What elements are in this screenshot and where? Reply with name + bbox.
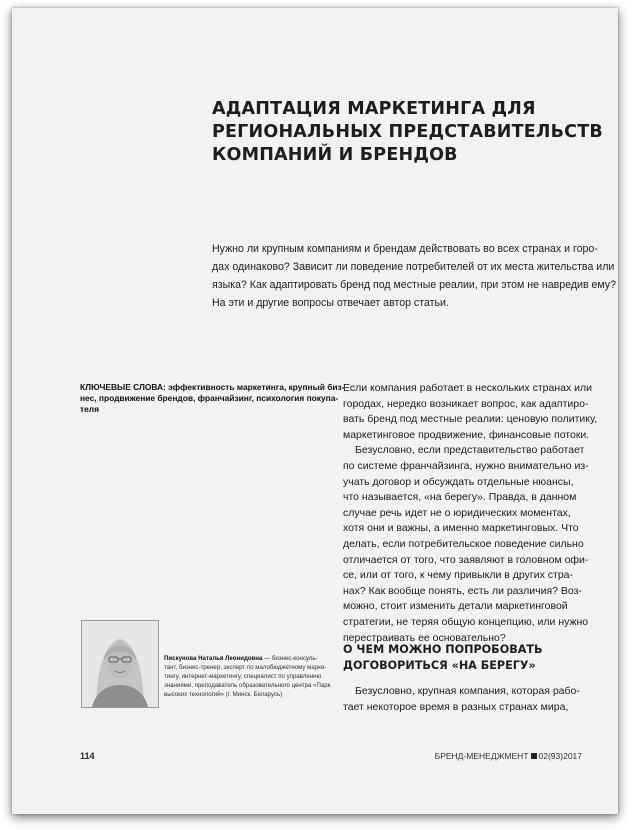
- keywords-line: теля: [80, 404, 99, 414]
- keywords-block: [80, 382, 345, 415]
- body-line: городах, нередко возникает вопрос, как адаптиро-: [343, 397, 589, 410]
- author-bio-line: тант, бизнес-тренер, эксперт по малобюджетному марке-: [164, 664, 327, 671]
- article-lead: [212, 240, 617, 312]
- article-title: [212, 98, 603, 167]
- author-bio-first: — бизнес-консуль-: [262, 655, 318, 662]
- author-bio: [164, 654, 334, 699]
- body-line: можно, стоит изменить детали маркетинговой: [343, 600, 568, 613]
- body-line: учать договор и обсуждать отдельные нюансы,: [343, 475, 574, 488]
- journal-footer: [435, 751, 582, 761]
- body-line: перестраивать ее основательно?: [343, 631, 506, 644]
- body-line: Если компания работает в нескольких странах или: [343, 382, 592, 394]
- author-bio-line: [164, 654, 334, 663]
- lead-line: На эти и другие вопросы отвечает автор статьи.: [212, 297, 449, 309]
- journal-name: БРЕНД-МЕНЕДЖМЕНТ: [434, 751, 529, 761]
- body-line: маркетинговое продвижение, финансовые потоки.: [343, 428, 590, 441]
- body-line: по системе франчайзинга, нужно внимательно из-: [343, 459, 589, 472]
- body-line: отличается от того, что заявляют в головном офи-: [343, 553, 589, 566]
- body-line: Безусловно, крупная компания, которая рабо-: [355, 685, 580, 697]
- body-line: стратегии, не теряя общую концепцию, или нужно: [343, 615, 589, 628]
- title-line: РЕГИОНАЛЬНЫХ ПРЕДСТАВИТЕЛЬСТВ: [212, 122, 603, 142]
- keywords-line: КЛЮЧЕВЫЕ СЛОВА: эффективность маркетинга, крупный биз-: [80, 382, 345, 392]
- body-line: тает некоторое время в разных странах мира,: [343, 700, 569, 713]
- subhead-line: О ЧЕМ МОЖНО ПОПРОБОВАТЬ: [343, 643, 543, 656]
- lead-line: дах одинаково? Зависит ли поведение потребителей от их места жительства или: [212, 261, 615, 273]
- body-text-column: [343, 381, 603, 646]
- keywords-line: нес, продвижение брендов, франчайзинг, психология покупа-: [80, 393, 339, 403]
- page-number: 114: [80, 751, 95, 761]
- lead-line: языка? Как адаптировать бренд под местные реалии, при этом не навредив ему?: [212, 279, 617, 291]
- journal-issue: 02(93)2017: [538, 751, 582, 761]
- separator-square-icon: [531, 753, 537, 759]
- body-line: вать бренд под местные реалии: ценовую политику,: [343, 413, 598, 426]
- lead-line: Нужно ли крупным компаниям и брендам действовать во всех странах и горо-: [212, 243, 598, 255]
- author-bio-line: знаниями, преподаватель образовательного центра «Парк: [164, 682, 331, 689]
- author-bio-line: высоких технологий» (г. Минск, Беларусь): [164, 691, 283, 698]
- title-line: КОМПАНИЙ И БРЕНДОВ: [212, 145, 458, 165]
- magazine-page: [12, 8, 618, 814]
- subhead-line: ДОГОВОРИТЬСЯ «НА БЕРЕГУ»: [343, 659, 536, 672]
- body-line: случае речь идет не о юридических моментах,: [343, 506, 571, 519]
- body-line: делать, если потребительское поведение сильно: [343, 537, 584, 550]
- section-heading: [343, 642, 603, 674]
- body-line: нах? Как вообще понять, есть ли различия? Воз-: [343, 584, 582, 597]
- body-text-column-continued: [343, 684, 603, 715]
- body-line: се, или от того, к чему привыкли в других стра-: [343, 569, 573, 582]
- body-line: Безусловно, если представительство работает: [355, 444, 585, 457]
- author-name: Пискунова Наталья Леонидовна: [164, 655, 263, 662]
- body-line: хотя они и важны, а именно маркетинговых. Что: [343, 522, 579, 535]
- author-photo: [81, 620, 159, 708]
- author-portrait-image: [82, 621, 158, 707]
- body-line: что называется, «на берегу». Правда, в данном: [343, 491, 577, 504]
- title-line: АДАПТАЦИЯ МАРКЕТИНГА ДЛЯ: [212, 99, 536, 119]
- author-bio-line: тингу, интернет-маркетингу, специалист по управлению: [164, 673, 322, 680]
